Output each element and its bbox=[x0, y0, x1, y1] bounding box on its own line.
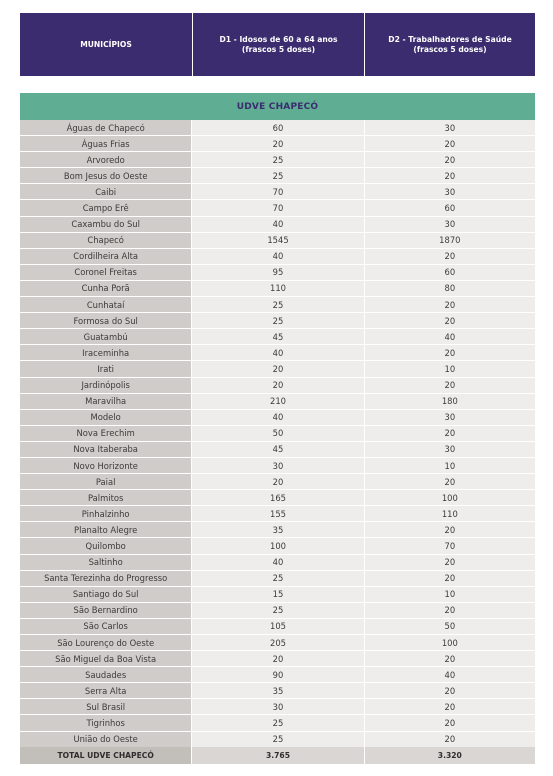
table-row bbox=[20, 265, 535, 281]
table-row bbox=[20, 168, 535, 184]
header-d2 bbox=[364, 13, 535, 76]
table-row bbox=[20, 281, 535, 297]
d1-cell: 105 bbox=[191, 619, 363, 634]
d2-cell: 110 bbox=[364, 506, 535, 521]
municipio-cell: Formosa do Sul bbox=[20, 313, 191, 328]
d2-cell: 70 bbox=[364, 538, 535, 553]
d1-cell: 25 bbox=[191, 297, 363, 312]
table-row bbox=[20, 619, 535, 635]
table-row bbox=[20, 184, 535, 200]
table-row bbox=[20, 458, 535, 474]
header-d1-line1: D1 - Idosos de 60 a 64 anos bbox=[219, 34, 338, 44]
d2-cell: 60 bbox=[364, 265, 535, 280]
header-d1-line2: (frascos 5 doses) bbox=[241, 44, 316, 54]
d2-cell: 60 bbox=[364, 200, 535, 215]
municipio-cell: Cunha Porã bbox=[20, 281, 191, 296]
municipio-cell: Novo Horizonte bbox=[20, 458, 191, 473]
d1-cell: 70 bbox=[191, 184, 363, 199]
table-row bbox=[20, 635, 535, 651]
d2-cell: 30 bbox=[364, 184, 535, 199]
d2-cell: 50 bbox=[364, 619, 535, 634]
municipio-cell: Modelo bbox=[20, 410, 191, 425]
municipio-cell: Jardinópolis bbox=[20, 378, 191, 393]
d2-cell: 20 bbox=[364, 152, 535, 167]
municipio-cell: Águas de Chapecó bbox=[20, 120, 191, 135]
municipio-cell: Caxambu do Sul bbox=[20, 217, 191, 232]
d1-cell: 20 bbox=[191, 136, 363, 151]
municipio-cell: Guatambú bbox=[20, 329, 191, 344]
d1-cell: 25 bbox=[191, 313, 363, 328]
d1-cell: 50 bbox=[191, 426, 363, 441]
header-municipios bbox=[20, 13, 192, 76]
municipio-cell: Sul Brasil bbox=[20, 699, 191, 714]
d1-cell: 1545 bbox=[191, 233, 363, 248]
municipio-cell: Santa Terezinha do Progresso bbox=[20, 571, 191, 586]
d2-cell: 20 bbox=[364, 136, 535, 151]
table-row bbox=[20, 313, 535, 329]
table-row bbox=[20, 361, 535, 377]
d2-cell: 30 bbox=[364, 442, 535, 457]
municipio-cell: Cordilheira Alta bbox=[20, 249, 191, 264]
table-row bbox=[20, 683, 535, 699]
municipio-cell: Chapecó bbox=[20, 233, 191, 248]
municipio-cell: Bom Jesus do Oeste bbox=[20, 168, 191, 183]
municipio-cell: Iraceminha bbox=[20, 345, 191, 360]
table-row bbox=[20, 667, 535, 683]
d1-cell: 155 bbox=[191, 506, 363, 521]
d2-cell: 20 bbox=[364, 651, 535, 666]
header-d2-line1: D2 - Trabalhadores de Saúde bbox=[388, 34, 512, 44]
municipio-cell: Serra Alta bbox=[20, 683, 191, 698]
municipio-cell: Caibi bbox=[20, 184, 191, 199]
d2-cell: 20 bbox=[364, 249, 535, 264]
table-row bbox=[20, 474, 535, 490]
d1-cell: 205 bbox=[191, 635, 363, 650]
d1-cell: 95 bbox=[191, 265, 363, 280]
header-d2-line2: (frascos 5 doses) bbox=[413, 44, 487, 54]
municipio-cell: Quilombo bbox=[20, 538, 191, 553]
d2-cell: 20 bbox=[364, 426, 535, 441]
d2-cell: 100 bbox=[364, 635, 535, 650]
municipio-cell: Arvoredo bbox=[20, 152, 191, 167]
d2-cell: 20 bbox=[364, 378, 535, 393]
municipio-cell: Maravilha bbox=[20, 394, 191, 409]
d2-cell: 40 bbox=[364, 329, 535, 344]
d1-cell: 165 bbox=[191, 490, 363, 505]
d2-cell: 20 bbox=[364, 603, 535, 618]
municipio-cell: São Miguel da Boa Vista bbox=[20, 651, 191, 666]
table-row bbox=[20, 490, 535, 506]
municipio-cell: Tigrinhos bbox=[20, 715, 191, 730]
municipio-cell: Planalto Alegre bbox=[20, 522, 191, 537]
table-row bbox=[20, 715, 535, 731]
table-row bbox=[20, 538, 535, 554]
municipio-cell: São Carlos bbox=[20, 619, 191, 634]
d1-cell: 25 bbox=[191, 732, 363, 747]
section-title-bar bbox=[20, 93, 535, 120]
d1-cell: 25 bbox=[191, 168, 363, 183]
municipio-cell: Pinhalzinho bbox=[20, 506, 191, 521]
municipio-cell: Paial bbox=[20, 474, 191, 489]
d2-cell: 40 bbox=[364, 667, 535, 682]
d1-cell: 110 bbox=[191, 281, 363, 296]
d1-cell: 40 bbox=[191, 555, 363, 570]
d2-cell: 20 bbox=[364, 474, 535, 489]
municipio-cell: Nova Itaberaba bbox=[20, 442, 191, 457]
table-row bbox=[20, 603, 535, 619]
d1-cell: 25 bbox=[191, 715, 363, 730]
d1-cell: 25 bbox=[191, 152, 363, 167]
table-row bbox=[20, 732, 535, 748]
table-row bbox=[20, 522, 535, 538]
d2-cell: 20 bbox=[364, 522, 535, 537]
table-row bbox=[20, 426, 535, 442]
table-row bbox=[20, 571, 535, 587]
table-row bbox=[20, 442, 535, 458]
d2-cell: 20 bbox=[364, 683, 535, 698]
d1-cell: 40 bbox=[191, 410, 363, 425]
table-row bbox=[20, 651, 535, 667]
municipio-cell: Saltinho bbox=[20, 555, 191, 570]
municipio-cell: União do Oeste bbox=[20, 732, 191, 747]
d2-cell: 20 bbox=[364, 168, 535, 183]
municipio-cell: Nova Erechim bbox=[20, 426, 191, 441]
municipio-cell: São Lourenço do Oeste bbox=[20, 635, 191, 650]
d1-cell: 20 bbox=[191, 651, 363, 666]
d1-cell: 45 bbox=[191, 329, 363, 344]
table-body bbox=[20, 120, 535, 748]
d2-cell: 20 bbox=[364, 732, 535, 747]
total-d2: 3.320 bbox=[364, 747, 535, 764]
d1-cell: 20 bbox=[191, 378, 363, 393]
d2-cell: 20 bbox=[364, 715, 535, 730]
d1-cell: 40 bbox=[191, 217, 363, 232]
d1-cell: 25 bbox=[191, 571, 363, 586]
table-row bbox=[20, 394, 535, 410]
d2-cell: 20 bbox=[364, 699, 535, 714]
table-row bbox=[20, 136, 535, 152]
d2-cell: 20 bbox=[364, 571, 535, 586]
table-row bbox=[20, 297, 535, 313]
municipio-cell: São Bernardino bbox=[20, 603, 191, 618]
d1-cell: 100 bbox=[191, 538, 363, 553]
table-row bbox=[20, 249, 535, 265]
table-row bbox=[20, 378, 535, 394]
header-d1 bbox=[192, 13, 364, 76]
total-d1: 3.765 bbox=[191, 747, 363, 764]
municipio-cell: Campo Erê bbox=[20, 200, 191, 215]
d2-cell: 10 bbox=[364, 361, 535, 376]
table-row bbox=[20, 587, 535, 603]
d1-cell: 45 bbox=[191, 442, 363, 457]
municipio-cell: Saudades bbox=[20, 667, 191, 682]
d2-cell: 20 bbox=[364, 313, 535, 328]
d1-cell: 15 bbox=[191, 587, 363, 602]
table-row bbox=[20, 555, 535, 571]
header-municipios-label: MUNICÍPIOS bbox=[80, 39, 132, 49]
d2-cell: 30 bbox=[364, 217, 535, 232]
table-row bbox=[20, 329, 535, 345]
d1-cell: 30 bbox=[191, 458, 363, 473]
d2-cell: 30 bbox=[364, 410, 535, 425]
table-row bbox=[20, 200, 535, 216]
d2-cell: 20 bbox=[364, 345, 535, 360]
d2-cell: 20 bbox=[364, 297, 535, 312]
d1-cell: 60 bbox=[191, 120, 363, 135]
table-row bbox=[20, 233, 535, 249]
d1-cell: 210 bbox=[191, 394, 363, 409]
d1-cell: 25 bbox=[191, 603, 363, 618]
table-row bbox=[20, 345, 535, 361]
d2-cell: 80 bbox=[364, 281, 535, 296]
d2-cell: 1870 bbox=[364, 233, 535, 248]
table-row bbox=[20, 699, 535, 715]
table-row bbox=[20, 217, 535, 233]
table-row bbox=[20, 410, 535, 426]
d1-cell: 70 bbox=[191, 200, 363, 215]
municipio-cell: Palmitos bbox=[20, 490, 191, 505]
municipio-cell: Irati bbox=[20, 361, 191, 376]
table-row bbox=[20, 506, 535, 522]
d1-cell: 35 bbox=[191, 683, 363, 698]
d2-cell: 10 bbox=[364, 458, 535, 473]
d1-cell: 30 bbox=[191, 699, 363, 714]
d1-cell: 40 bbox=[191, 345, 363, 360]
table-row bbox=[20, 152, 535, 168]
table-row bbox=[20, 120, 535, 136]
d1-cell: 20 bbox=[191, 361, 363, 376]
total-label: TOTAL UDVE CHAPECÓ bbox=[20, 747, 191, 764]
municipio-cell: Cunhataí bbox=[20, 297, 191, 312]
municipio-cell: Santiago do Sul bbox=[20, 587, 191, 602]
d1-cell: 35 bbox=[191, 522, 363, 537]
section-title: UDVE CHAPECÓ bbox=[236, 101, 319, 112]
d1-cell: 40 bbox=[191, 249, 363, 264]
d1-cell: 90 bbox=[191, 667, 363, 682]
d2-cell: 30 bbox=[364, 120, 535, 135]
d2-cell: 100 bbox=[364, 490, 535, 505]
municipio-cell: Águas Frias bbox=[20, 136, 191, 151]
table-header bbox=[20, 13, 535, 76]
total-row bbox=[20, 747, 535, 764]
d2-cell: 20 bbox=[364, 555, 535, 570]
d2-cell: 10 bbox=[364, 587, 535, 602]
d1-cell: 20 bbox=[191, 474, 363, 489]
d2-cell: 180 bbox=[364, 394, 535, 409]
municipio-cell: Coronel Freitas bbox=[20, 265, 191, 280]
